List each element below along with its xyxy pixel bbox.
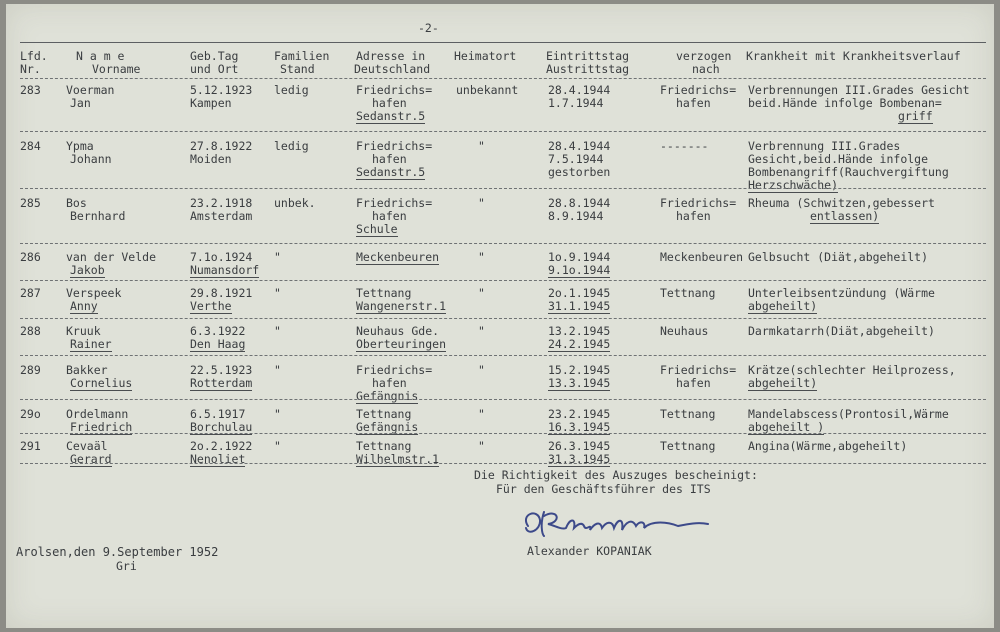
- moved-to: hafen: [676, 209, 711, 223]
- row-separator: [20, 131, 986, 132]
- illness-line: Angina(Wärme,abgeheilt): [748, 439, 908, 453]
- exit-date: 24.2.1945: [548, 337, 611, 351]
- illness-line: Bombenangriff(Rauchvergiftung: [748, 165, 949, 179]
- home-town: ": [478, 363, 485, 377]
- home-town: ": [478, 286, 485, 300]
- surname: Ypma: [66, 139, 94, 153]
- row-separator: [20, 399, 986, 400]
- moved-to: Friedrichs=: [660, 363, 737, 377]
- moved-to: Friedrichs=: [660, 83, 737, 97]
- row-separator: [20, 243, 986, 244]
- illness-line: Unterleibsentzündung (Wärme: [748, 286, 935, 300]
- birth-place: Verthe: [190, 299, 232, 313]
- marital-status: ": [274, 286, 281, 300]
- birth-date: 29.8.1921: [190, 286, 253, 300]
- marital-status: ": [274, 324, 281, 338]
- home-town: ": [478, 439, 485, 453]
- row-separator: [20, 318, 986, 319]
- exit-date: 31.1.1945: [548, 299, 611, 313]
- marital-status: unbek.: [274, 196, 316, 210]
- birth-date: 23.2.1918: [190, 196, 253, 210]
- header-austritt: Austrittstag: [546, 62, 630, 76]
- address-line: Schule: [356, 222, 398, 236]
- first-name: Jakob: [70, 263, 105, 277]
- birth-date: 27.8.1922: [190, 139, 253, 153]
- moved-to: hafen: [676, 376, 711, 390]
- exit-date: 16.3.1945: [548, 420, 611, 434]
- illness-line: Gelbsucht (Diät,abgeheilt): [748, 250, 929, 264]
- first-name: Gerard: [70, 452, 112, 466]
- exit-date: 8.9.1944: [548, 209, 604, 223]
- entry-date: 2o.1.1945: [548, 286, 611, 300]
- illness-line: abgeheilt): [748, 299, 818, 313]
- header-verz1: verzogen: [676, 49, 732, 63]
- moved-to: Tettnang: [660, 286, 716, 300]
- illness-line: Verbrennung III.Grades: [748, 139, 901, 153]
- home-town: ": [478, 196, 485, 210]
- entry-date: 26.3.1945: [548, 439, 611, 453]
- birth-place: Borchulau: [190, 420, 253, 434]
- header-name: N a m e: [76, 49, 125, 63]
- header-rule: [20, 78, 986, 79]
- address-line: Friedrichs=: [356, 83, 433, 97]
- address-line: Gefängnis: [356, 420, 419, 434]
- page-number: -2-: [418, 21, 439, 35]
- row-separator: [20, 280, 986, 281]
- address-line: hafen: [372, 376, 407, 390]
- address-line: Tettnang: [356, 286, 412, 300]
- surname: Cevaäl: [66, 439, 108, 453]
- birth-place: Kampen: [190, 96, 232, 110]
- address-line: Wilhelmstr.1: [356, 452, 440, 466]
- address-line: Friedrichs=: [356, 196, 433, 210]
- first-name: Cornelius: [70, 376, 133, 390]
- header-eintritt: Eintrittstag: [546, 49, 630, 63]
- birth-date: 6.3.1922: [190, 324, 246, 338]
- illness-line: abgeheilt ): [748, 420, 825, 434]
- moved-to: -------: [660, 139, 709, 153]
- row-number: 291: [20, 439, 41, 453]
- illness-line: Darmkatarrh(Diät,abgeheilt): [748, 324, 935, 338]
- birth-place: Den Haag: [190, 337, 246, 351]
- address-line: Friedrichs=: [356, 139, 433, 153]
- address-line: hafen: [372, 209, 407, 223]
- header-adr2: Deutschland: [354, 62, 431, 76]
- birth-place: Moiden: [190, 152, 232, 166]
- header-fam1: Familien: [274, 49, 330, 63]
- birth-place: Rotterdam: [190, 376, 253, 390]
- address-line: hafen: [372, 96, 407, 110]
- document-page: [6, 4, 994, 628]
- marital-status: ledig: [274, 83, 309, 97]
- place-date: Arolsen,den 9.September 1952: [16, 545, 219, 559]
- address-line: Meckenbeuren: [356, 250, 440, 264]
- signature-image: [518, 504, 718, 544]
- illness-line: Rheuma (Schwitzen,gebessert: [748, 196, 935, 210]
- first-name: Jan: [70, 96, 91, 110]
- row-number: 283: [20, 83, 41, 97]
- home-town: ": [478, 250, 485, 264]
- header-adr1: Adresse in: [356, 49, 426, 63]
- row-number: 286: [20, 250, 41, 264]
- home-town: ": [478, 324, 485, 338]
- birth-place: Numansdorf: [190, 263, 260, 277]
- header-vorname: Vorname: [92, 62, 141, 76]
- marital-status: ": [274, 407, 281, 421]
- birth-date: 7.1o.1924: [190, 250, 253, 264]
- row-number: 288: [20, 324, 41, 338]
- exit-date: 31.3.1945: [548, 452, 611, 466]
- marital-status: ledig: [274, 139, 309, 153]
- header-heimat: Heimatort: [454, 49, 517, 63]
- address-line: Gefängnis: [356, 389, 419, 403]
- exit-date: 7.5.1944: [548, 152, 604, 166]
- illness-line: Mandelabscess(Prontosil,Wärme: [748, 407, 949, 421]
- typist-initials: Gri: [116, 559, 137, 573]
- row-number: 29o: [20, 407, 41, 421]
- certification-line-2: Für den Geschäftsführer des ITS: [496, 482, 711, 496]
- address-line: Friedrichs=: [356, 363, 433, 377]
- row-separator: [20, 433, 986, 434]
- row-number: 285: [20, 196, 41, 210]
- illness-line: Krätze(schlechter Heilprozess,: [748, 363, 956, 377]
- exit-date: 9.1o.1944: [548, 263, 611, 277]
- birth-date: 22.5.1923: [190, 363, 253, 377]
- signer-name: Alexander KOPANIAK: [527, 544, 652, 558]
- birth-date: 6.5.1917: [190, 407, 246, 421]
- address-line: Tettnang: [356, 439, 412, 453]
- first-name: Bernhard: [70, 209, 126, 223]
- moved-to: hafen: [676, 96, 711, 110]
- header-geb2: und Ort: [190, 62, 239, 76]
- marital-status: ": [274, 363, 281, 377]
- birth-place: Amsterdam: [190, 209, 253, 223]
- row-separator: [20, 188, 986, 189]
- surname: Verspeek: [66, 286, 122, 300]
- address-line: Sedanstr.5: [356, 109, 426, 123]
- entry-date: 23.2.1945: [548, 407, 611, 421]
- moved-to: Meckenbeuren: [660, 250, 744, 264]
- row-separator: [20, 463, 986, 464]
- surname: Bos: [66, 196, 87, 210]
- exit-date: 13.3.1945: [548, 376, 611, 390]
- address-line: Sedanstr.5: [356, 165, 426, 179]
- entry-date: 1o.9.1944: [548, 250, 611, 264]
- header-nr: Nr.: [20, 62, 41, 76]
- exit-date: 1.7.1944: [548, 96, 604, 110]
- certification-line-1: Die Richtigkeit des Auszuges bescheinigt:: [474, 468, 758, 482]
- header-geb1: Geb.Tag: [190, 49, 239, 63]
- address-line: Neuhaus Gde.: [356, 324, 440, 338]
- entry-date: 28.4.1944: [548, 83, 611, 97]
- header-verz2: nach: [692, 62, 720, 76]
- remark: gestorben: [548, 165, 611, 179]
- entry-date: 15.2.1945: [548, 363, 611, 377]
- illness-line: beid.Hände infolge Bombenan=: [748, 96, 942, 110]
- illness-line: Herzschwäche): [748, 178, 839, 192]
- address-line: Oberteuringen: [356, 337, 447, 351]
- surname: van der Velde: [66, 250, 157, 264]
- header-fam2: Stand: [280, 62, 315, 76]
- birth-date: 2o.2.1922: [190, 439, 253, 453]
- entry-date: 28.8.1944: [548, 196, 611, 210]
- first-name: Anny: [70, 299, 98, 313]
- surname: Voerman: [66, 83, 115, 97]
- first-name: Rainer: [70, 337, 112, 351]
- address-line: Wangenerstr.1: [356, 299, 447, 313]
- home-town: ": [478, 139, 485, 153]
- entry-date: 13.2.1945: [548, 324, 611, 338]
- row-separator: [20, 355, 986, 356]
- moved-to: Friedrichs=: [660, 196, 737, 210]
- birth-place: Nenoliet: [190, 452, 246, 466]
- marital-status: ": [274, 439, 281, 453]
- moved-to: Neuhaus: [660, 324, 709, 338]
- moved-to: Tettnang: [660, 439, 716, 453]
- home-town: unbekannt: [456, 83, 519, 97]
- home-town: ": [478, 407, 485, 421]
- first-name: Friedrich: [70, 420, 133, 434]
- surname: Kruuk: [66, 324, 101, 338]
- illness-line: griff: [898, 109, 933, 123]
- illness-line: entlassen): [810, 209, 880, 223]
- address-line: hafen: [372, 152, 407, 166]
- marital-status: ": [274, 250, 281, 264]
- birth-date: 5.12.1923: [190, 83, 253, 97]
- first-name: Johann: [70, 152, 112, 166]
- illness-line: Verbrennungen III.Grades Gesicht: [748, 83, 970, 97]
- moved-to: Tettnang: [660, 407, 716, 421]
- row-number: 289: [20, 363, 41, 377]
- top-rule: [20, 42, 986, 43]
- entry-date: 28.4.1944: [548, 139, 611, 153]
- row-number: 284: [20, 139, 41, 153]
- illness-line: Gesicht,beid.Hände infolge: [748, 152, 929, 166]
- illness-line: abgeheilt): [748, 376, 818, 390]
- row-number: 287: [20, 286, 41, 300]
- surname: Bakker: [66, 363, 108, 377]
- header-krank: Krankheit mit Krankheitsverlauf: [746, 49, 961, 63]
- address-line: Tettnang: [356, 407, 412, 421]
- header-lfd: Lfd.: [20, 49, 48, 63]
- surname: Ordelmann: [66, 407, 129, 421]
